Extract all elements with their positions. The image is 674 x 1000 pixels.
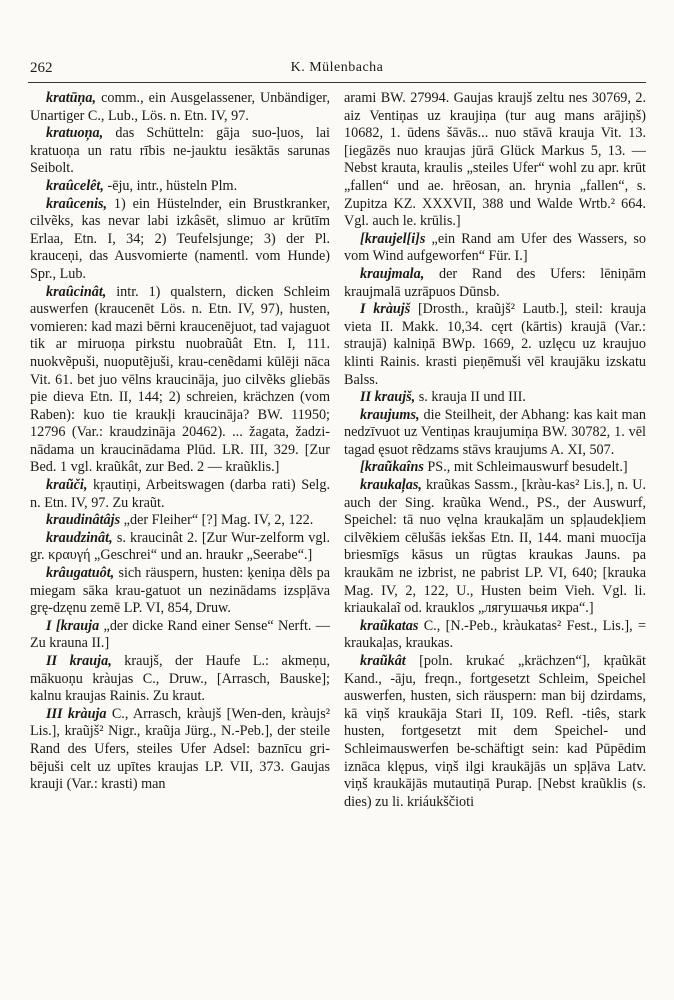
entry-text: comm., ein Ausgelassener, Unbändiger, Unartiger C., Lub., Lös. n. Etn. IV, 97.	[30, 90, 330, 124]
right-column	[344, 90, 646, 811]
dictionary-entry	[30, 565, 330, 618]
entry-text: „der dicke Rand einer Sense“ Nerft. — Zu krauna II.]	[30, 617, 330, 652]
dictionary-entry	[30, 477, 330, 512]
entry-text: C., [N.-Peb., kràukatas² Fest., Lis.], = kraukaļas, kraukas.	[344, 617, 646, 652]
dictionary-entry	[344, 653, 646, 811]
entry-text: PS., mit Schleimauswurf besudelt.]	[423, 459, 628, 476]
entry-text: das Schütteln: gāja suo-ļuos, lai kratuoņa un ratu rībis ne-jauktu iesāktās sarunas Seibolt.	[30, 125, 330, 177]
entry-text: der Rand des Ufers: lēniņām kraujmalā uzrāpuos Dūnsb.	[344, 265, 646, 300]
dictionary-entry	[344, 231, 646, 266]
page-header	[30, 60, 644, 82]
left-column	[30, 90, 330, 794]
dictionary-entry	[30, 530, 330, 565]
entry-headword: kraujmala,	[360, 265, 425, 282]
dictionary-entry	[344, 407, 646, 460]
entry-headword: kraũči,	[46, 477, 88, 494]
dictionary-entry	[344, 618, 646, 653]
entry-text: kraujš, der Haufe L.: akmeņu, mākuoņu kràujas C., Druw., [Arrasch, Bauske]; kalnu kraujas Rainis. Zu kraut.	[30, 653, 330, 705]
entry-headword: I [krauja	[46, 617, 100, 634]
entry-text: die Steilheit, der Abhang: kas kait man nedzīvuot uz Ventiņas kraujumiņa BW. 30782, 1. vēl tagad ęsuot rẽdzams stāvs kraujums A. XI, 507.	[344, 406, 646, 458]
entry-text: -ēju, intr., hüsteln Plm.	[103, 177, 238, 194]
entry-text: sich räuspern, husten: ķeniņa dẽls pa miegam sāka krau-gatuot un nezinādams izspļāva grę-dzęnu zemē LP. VI, 854, Druw.	[30, 565, 330, 617]
entry-text: „der Fleiher“ [?] Mag. IV, 2, 122.	[120, 512, 314, 529]
entry-text: arami BW. 27994. Gaujas kraujš zeltu nes 30769, 2. aiz Ventiņas uz kraujiņa (tur aug mans arājiņš) 10682, 1. ūdens šāvās... nuo stāvā krauja Vit. 13. [iegāzēs nuo kraujas jūrā Glück Markus 5, 13. — Nebst krauta, kraulis „steiles Ufer“ wohl zu apr. krūt „fallen“ und ae. hrēosan, an. hrynia „fallen“, s. Zupitza KZ. XXXVII, 388 und Walde Wrtb.² 664. Vgl. auch le. krūlis.]	[344, 90, 646, 230]
entry-headword: krâugatuôt,	[46, 565, 115, 582]
entry-headword: I kràujš	[360, 301, 411, 318]
dictionary-entry	[30, 178, 330, 196]
entry-text: C., Arrasch, kràujš [Wen-den, kràujs² Lis.], kraũjš² Nigr., kraũja Jürg., N.-Peb.], der steile Rand des Ufers, steiles Ufer Adsel: baznīcu gri-bējuši celt uz upītes kraujas LP. VII, 373. Gaujas krauji (Var.: krasti) man	[30, 705, 330, 793]
entry-text: s. kraucinât 2. [Zur Wur-zelform vgl. gr. κραυγή „Geschrei“ und an. hraukr „Seerabe“.]	[30, 529, 330, 564]
dictionary-entry	[344, 90, 646, 231]
entry-headword: [kraujel[i]s	[360, 230, 426, 247]
entry-text: [poln. krukać „krächzen“], kŗaũkāt Kand., -āju, freqn., fortgesetzt Schleim, Speichel auswerfen, husten, sich räuspern: man bij dzirdams, kā viņš kraukāja Stari II, 109. Refl. -tiês, stark husten, fortgesetzt mit dem Speichel- und Schleimauswerfen be-schäftigt sein: kad Pūpēdim iznāca klępus, viņš ilgi kraukājās un spļāva Latv. viņš kraukājās mutautiņā Purap. [Nebst kraũklis (s. dies) zu li. kriáukščioti	[344, 653, 646, 810]
entry-headword: II krauja,	[46, 653, 112, 669]
entry-text: „ein Rand am Ufer des Wassers, so vom Wind aufgeworfen“ Für. I.]	[344, 230, 646, 265]
entry-headword: kraudinâtâjs	[46, 512, 121, 529]
dictionary-entry	[30, 706, 330, 794]
entry-headword: kratuoņa,	[46, 125, 104, 142]
dictionary-entry	[344, 477, 646, 618]
entry-headword: kraûcinât,	[46, 283, 107, 300]
dictionary-entry	[30, 284, 330, 478]
entry-headword: kratūņa,	[46, 90, 97, 106]
entry-headword: III kràuja	[46, 705, 107, 722]
dictionary-entry	[344, 301, 646, 389]
entry-headword: kraûcelêt,	[46, 177, 104, 194]
entry-headword: II kraujš,	[360, 389, 416, 406]
entry-text: intr. 1) qualstern, dicken Schleim auswerfen (kraucenēt Lös. n. Etn. IV, 97), husten, vomieren: kad mazi bērni kraucenējuot, tad vajaguot tik ar miruoņa pirkstu nuobraũât Etn. I, 111. nuokvẽpuši, nuoputẽjuši, krau-cenẽdami kūlēji nāca Vit. 61. bet juo vēlns kraucināja, juo cilvẽks gliebās pie dieva Etn. II, 144; 2) schreien, krächzen (vom Raben): kuo tie kraukļi kraucināja? BW. 11950; 12796 (Var.: kraudzināja 20462). ... žagata, žadzi-nādama un kraucinādama Plūd. LR. III, 329. [Zur Bed. 1 vgl. kraũkât, zur Bed. 2 — kraũklis.]	[30, 283, 330, 476]
entry-headword: [kraũkaîns	[360, 459, 424, 476]
dictionary-entry	[30, 125, 330, 178]
dictionary-entry	[30, 90, 330, 125]
entry-headword: kraûcenis,	[46, 195, 108, 212]
header-rule	[28, 82, 646, 83]
page-number: 262	[30, 60, 53, 76]
entry-headword: kraudzinât,	[46, 529, 113, 546]
dictionary-entry	[30, 653, 330, 706]
running-title: K. Mülenbacha	[290, 60, 384, 75]
dictionary-entry	[30, 618, 330, 653]
dictionary-entry	[30, 512, 330, 530]
entry-text: s. krauja II und III.	[415, 389, 526, 406]
dictionary-entry	[344, 389, 646, 407]
dictionary-entry	[344, 266, 646, 301]
dictionary-entry	[30, 196, 330, 284]
entry-headword: kraukaļas,	[360, 477, 422, 494]
entry-headword: kraujums,	[360, 406, 420, 423]
entry-text: kraũkas Sassm., [kràu-kas² Lis.], n. U. auch der Sing. kraũka Wend., PS., der Auswurf, Speichel: tā nuo vęlna kraukaļām un spļaudekļiem cilvẽkiem cēlušās iekšas Etn. II, 144. mani muocīja briesmīgs kāsus un rūgtas kraukas Jauns. pa kraukām ne izbrist, ne pabrist LP. VI, 640; [krauka Mag. IV, 2, 122, U., Husten beim Vieh. Vgl. li. kriaukalaĩ od. krauklos „лягушачья икра“.]	[344, 477, 646, 617]
entry-headword: kraũkatas	[360, 617, 419, 634]
entry-headword: kraũkât	[360, 653, 406, 669]
entry-text: [Drosth., kraũjš² Lautb.], steil: krauja vieta II. Makk. 10,34. cęrt (kārtis) kraujā (Var.: straujā) kalniņā BWp. 1669, 2. uzlęcu uz kraujuo klinti Rainis. krasti pieņēmuši vēl kraujāku izskatu Balss.	[344, 301, 646, 388]
dictionary-entry	[344, 459, 646, 477]
entry-text: kŗautiņi, Arbeitswagen (darba rati) Selg. n. Etn. IV, 97. Zu kraũt.	[30, 477, 330, 511]
entry-text: 1) ein Hüstelnder, ein Brustkranker, cilvẽks, kas nevar labi izkâsēt, slimuo ar krūtīm Erlaa, Etn. I, 34; 2) Teufelsjunge; 3) der Pl. krauceņi, das Ausvomierte (namentl. vom Hunde) Spr., Lub.	[30, 195, 330, 282]
